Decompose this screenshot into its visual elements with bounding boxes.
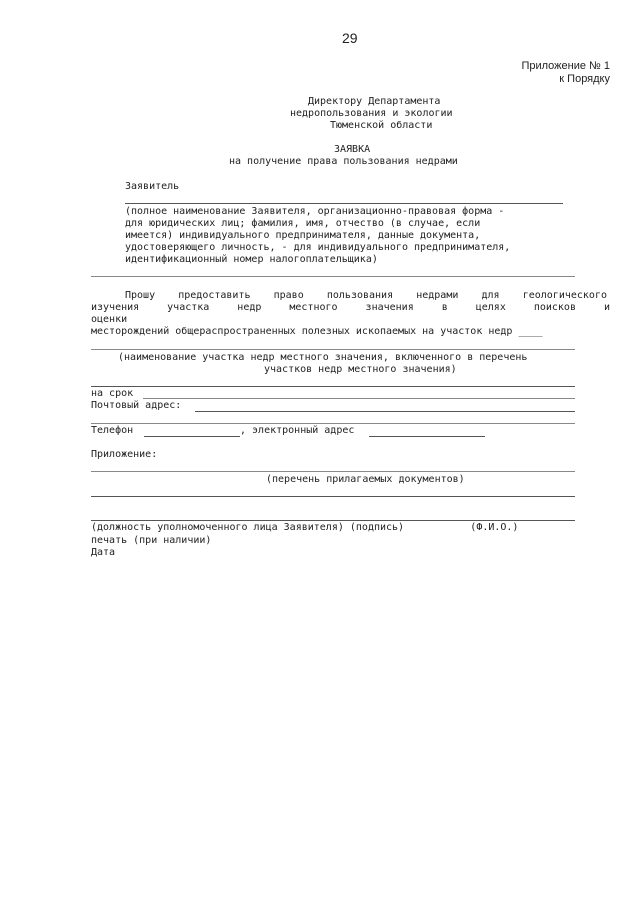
applicant-continuation-line[interactable]	[91, 276, 575, 277]
term-label: на срок	[91, 388, 134, 399]
appendix-line-1: Приложение № 1	[521, 60, 610, 72]
attachment-label: Приложение:	[91, 449, 158, 460]
request-line-4: месторождений общераспространенных полезных ископаемых на участок недр ____	[91, 326, 543, 337]
applicant-name-line[interactable]	[125, 203, 563, 204]
postal-address-label: Почтовый адрес:	[91, 400, 182, 411]
request-line-1: Прошу предоставить право пользования недрами для геологического	[125, 290, 607, 301]
page-number: 29	[342, 30, 358, 46]
attachment-continuation[interactable]	[91, 496, 575, 497]
plot-name-line[interactable]	[91, 349, 575, 350]
email-field[interactable]	[369, 436, 485, 437]
document-title: ЗАЯВКА	[334, 144, 371, 155]
applicant-hint-3: имеется) индивидуального предпринимателя, данные документа,	[125, 230, 481, 241]
addressee-line-3: Тюменской области	[330, 120, 433, 131]
signature-caption: (должность уполномоченного лица Заявителя) (подпись) (Ф.И.О.)	[91, 522, 519, 533]
applicant-hint-1: (полное наименование Заявителя, организационно-правовая форма -	[125, 206, 505, 217]
document-subtitle: на получение права пользования недрами	[229, 156, 458, 167]
appendix-line-2: к Порядку	[559, 73, 610, 85]
addressee-line-2: недропользования и экологии	[290, 108, 453, 119]
signature-line[interactable]	[91, 520, 575, 521]
phone-field[interactable]	[144, 436, 240, 437]
term-field[interactable]	[143, 398, 575, 399]
postal-address-field[interactable]	[195, 411, 575, 412]
applicant-hint-5: идентификационный номер налогоплательщика)	[125, 254, 378, 265]
email-label: , электронный адрес	[240, 425, 355, 436]
applicant-hint-4: удостоверяющего личность, - для индивидуального предпринимателя,	[125, 242, 511, 253]
postal-address-continuation[interactable]	[91, 423, 575, 424]
applicant-label: Заявитель	[125, 181, 180, 192]
plot-hint-1: (наименование участка недр местного значения, включенного в перечень	[118, 352, 528, 363]
plot-continuation-line[interactable]	[91, 386, 575, 387]
addressee-line-1: Директору Департамента	[308, 96, 441, 107]
date-label: Дата	[91, 547, 116, 558]
request-line-3: оценки	[91, 314, 128, 325]
seal-note: печать (при наличии)	[91, 535, 212, 546]
attachment-field[interactable]	[91, 471, 575, 472]
plot-hint-2: участков недр местного значения)	[264, 364, 457, 375]
attachment-hint: (перечень прилагаемых документов)	[266, 474, 465, 485]
applicant-hint-2: для юридических лиц; фамилия, имя, отчество (в случае, если	[125, 218, 481, 229]
phone-label: Телефон	[91, 425, 134, 436]
request-line-2: изучения участка недр местного значения в целях поисков и	[91, 302, 610, 313]
